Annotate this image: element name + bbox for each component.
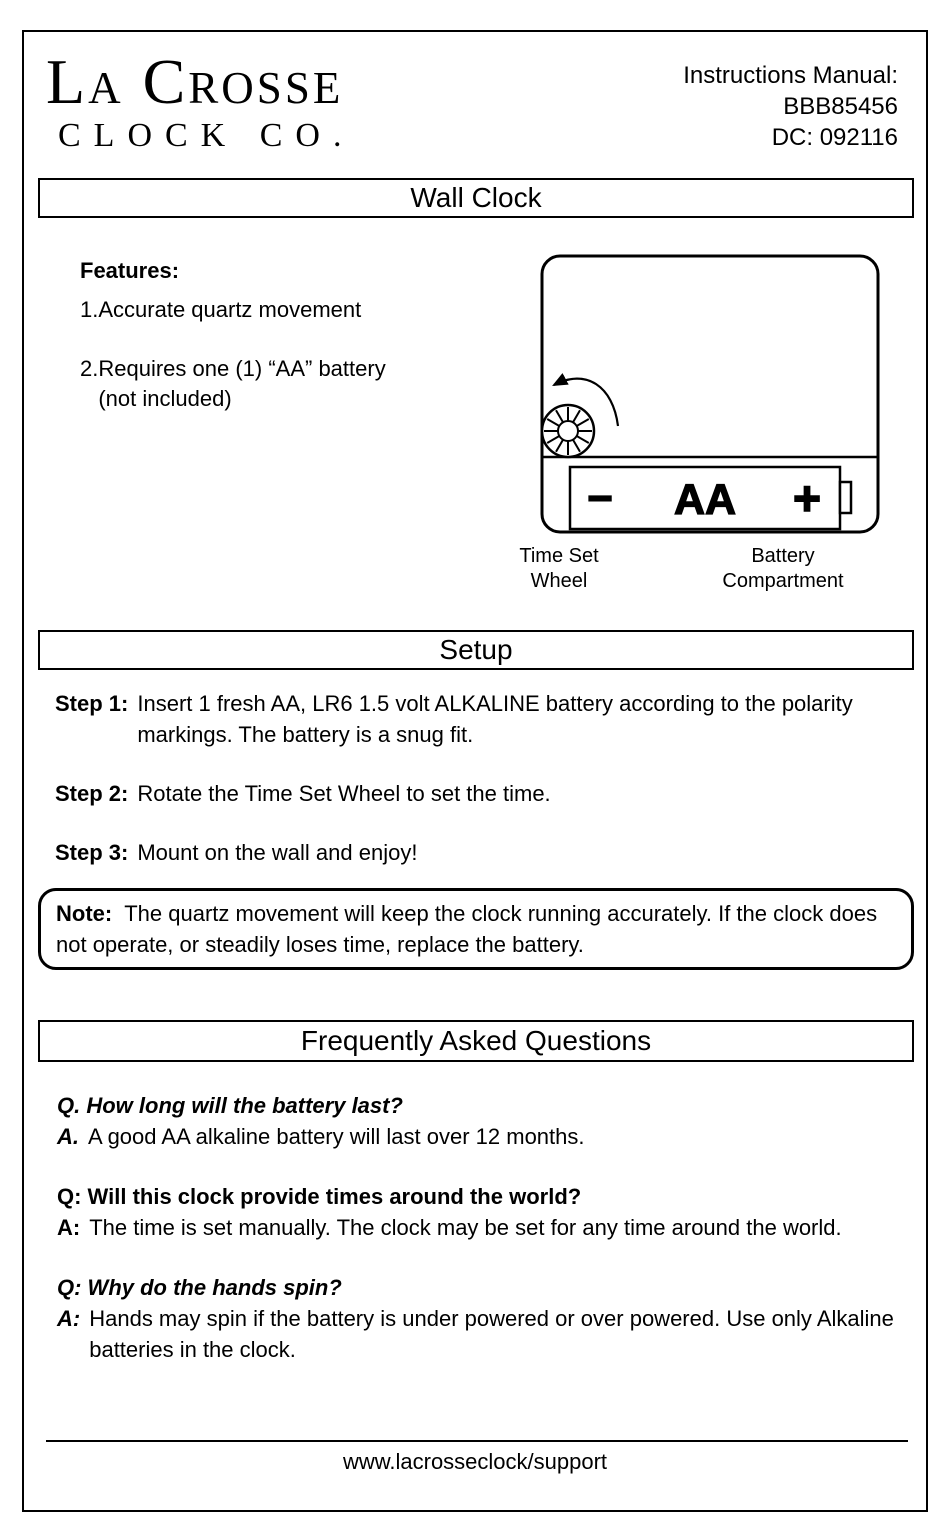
step-label: Step 3: [55,840,129,865]
faq-answer [57,1303,905,1365]
doc-type-label: Instructions Manual: [683,62,898,89]
support-url: www.lacrosseclock/support [342,1449,608,1474]
faq-section-bar [38,1020,914,1062]
answer-label: A: [57,1215,81,1240]
feature-number: 2. [80,356,99,381]
setup-step [55,778,901,809]
features-heading: Features: [80,258,180,283]
faq-list [57,1090,905,1365]
feature-item [80,295,392,325]
step-text: Rotate the Time Set Wheel to set the time. [137,781,551,806]
step-label: Step 2: [55,781,129,806]
faq-question: Q: Why do the hands spin? [57,1275,342,1300]
battery-plus-symbol: + [792,473,822,526]
faq-question: Q: Will this clock provide times around the world? [57,1184,582,1209]
time-set-wheel-icon [542,405,594,457]
setup-steps [55,688,901,868]
setup-heading: Setup [439,634,513,665]
clock-back-diagram [540,254,882,536]
setup-step [55,688,901,750]
battery-compartment-label: Battery Compartment [722,545,844,592]
faq-item [57,1181,905,1243]
faq-item [57,1272,905,1365]
manual-page [22,30,928,1512]
time-set-wheel-label: Time Set Wheel [519,545,599,592]
brand-logo [46,48,354,155]
feature-number: 1. [80,297,99,322]
document-info [683,60,898,153]
features-section [80,256,392,414]
feature-text: Accurate quartz movement [98,297,362,322]
answer-text: Hands may spin if the battery is under powered or over powered. Use only Alkaline batteries in the clock. [89,1306,894,1362]
feature-item [80,354,392,414]
feature-text: Requires one (1) “AA” battery (not included) [98,356,386,411]
doc-code: DC: 092116 [771,124,898,151]
answer-label: A. [57,1124,79,1149]
faq-answer [57,1212,905,1243]
step-label: Step 1: [55,691,129,716]
note-text: The quartz movement will keep the clock running accurately. If the clock does not operate, or steadily loses time, replace the battery. [56,901,878,957]
product-title-bar [38,178,914,218]
step-text: Mount on the wall and enjoy! [137,840,418,865]
brand-subname: CLOCK CO. [58,117,355,155]
footer-divider [46,1440,908,1442]
step-text: Insert 1 fresh AA, LR6 1.5 volt ALKALINE battery according to the polarity markings. The battery is a snug fit. [137,691,853,747]
faq-answer [57,1121,905,1152]
setup-step [55,837,901,868]
model-number: BBB85456 [783,93,898,120]
faq-question: Q. How long will the battery last? [57,1093,403,1118]
battery-terminal-tab [840,482,851,513]
answer-label: A: [57,1306,81,1331]
answer-text: The time is set manually. The clock may be set for any time around the world. [89,1215,842,1240]
faq-heading: Frequently Asked Questions [300,1025,652,1056]
battery-minus-symbol: − [587,474,613,523]
brand-name: La Crosse [46,46,344,117]
note-callout [38,888,914,970]
note-label: Note: [56,901,113,926]
battery-type-label: AA [673,476,737,524]
faq-item [57,1090,905,1152]
answer-text: A good AA alkaline battery will last over 12 months. [88,1124,585,1149]
setup-section-bar [38,630,914,670]
product-title: Wall Clock [410,182,542,213]
